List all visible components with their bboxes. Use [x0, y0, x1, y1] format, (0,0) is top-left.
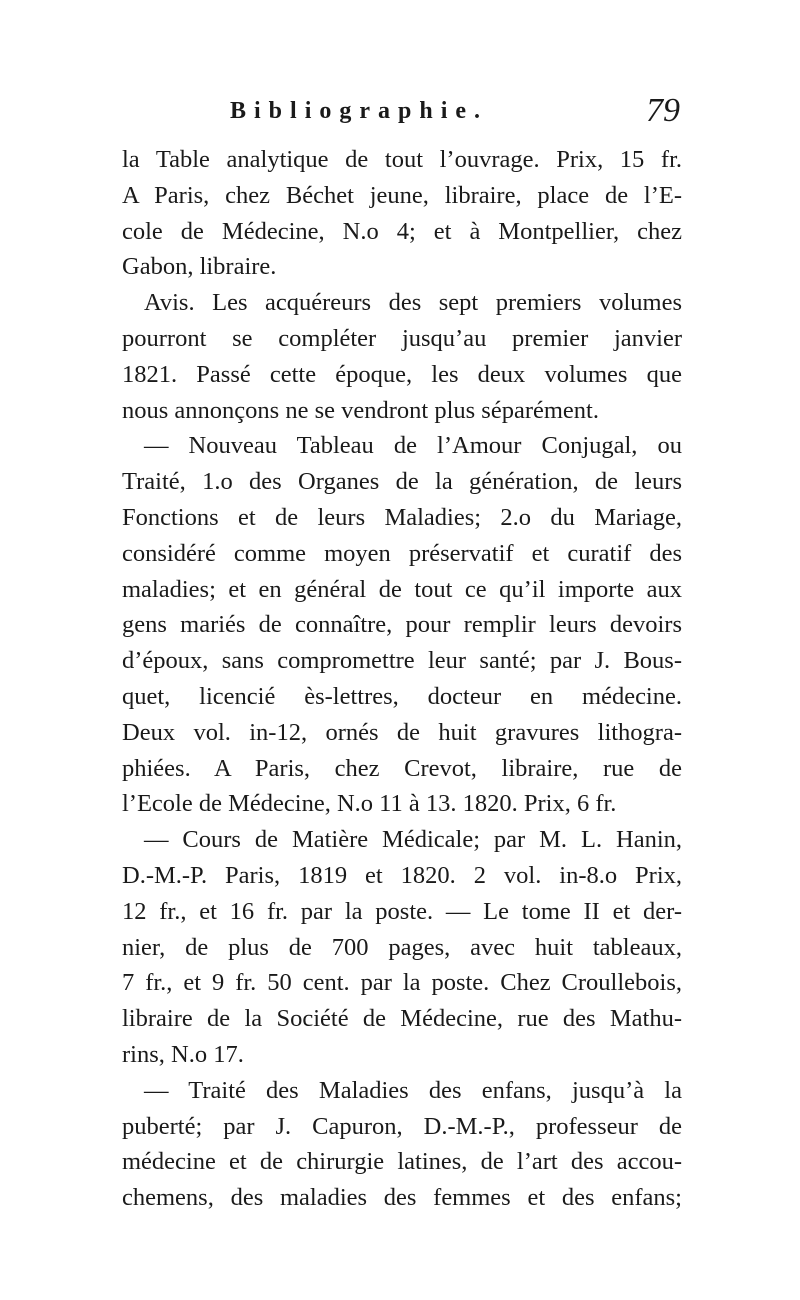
text-line: Fonctions et de leurs Maladies; 2.o du Mariage,: [122, 503, 682, 531]
text-line: cole de Médecine, N.o 4; et à Montpellier, chez: [122, 217, 682, 245]
text-line: Deux vol. in-12, ornés de huit gravures lithogra-: [122, 718, 682, 746]
text-line: maladies; et en général de tout ce qu’il importe aux: [122, 575, 682, 603]
text-line: d’époux, sans compromettre leur santé; par J. Bous-: [122, 647, 682, 675]
text-line: la Table analytique de tout l’ouvrage. Prix, 15 fr.: [122, 146, 682, 173]
text-line: Traité, 1.o des Organes de la génération, de leurs: [122, 468, 682, 496]
text-line: 12 fr., et 16 fr. par la poste. — Le tome II et der-: [122, 897, 682, 925]
text-line: — Traité des Maladies des enfans, jusqu’à la: [144, 1076, 682, 1104]
text-line: D.-M.-P. Paris, 1819 et 1820. 2 vol. in-8.o Prix,: [122, 861, 682, 889]
text-line: puberté; par J. Capuron, D.-M.-P., professeur de: [122, 1112, 682, 1140]
text-line: nous annonçons ne se vendront plus séparément.: [122, 396, 599, 424]
text-line: pourront se compléter jusqu’au premier janvier: [122, 324, 682, 352]
text-line: gens mariés de connaître, pour remplir leurs devoirs: [122, 611, 682, 639]
running-title: Bibliographie.: [230, 98, 489, 124]
text-line: l’Ecole de Médecine, N.o 11 à 13. 1820. Prix, 6 fr.: [122, 790, 617, 818]
text-line: chemens, des maladies des femmes et des enfans;: [122, 1184, 682, 1212]
text-line: A Paris, chez Béchet jeune, libraire, place de l’E-: [122, 181, 682, 209]
page-header: [120, 92, 680, 136]
text-line: nier, de plus de 700 pages, avec huit tableaux,: [122, 933, 682, 961]
page-number: 79: [646, 92, 680, 129]
text-line: considéré comme moyen préservatif et curatif des: [122, 539, 682, 567]
text-line: Avis. Les acquéreurs des sept premiers volumes: [144, 289, 682, 317]
text-line: libraire de la Société de Médecine, rue des Mathu-: [122, 1005, 682, 1033]
text-line: phiées. A Paris, chez Crevot, libraire, rue de: [122, 754, 682, 782]
body-text: [122, 142, 682, 1216]
text-line: Gabon, libraire.: [122, 253, 277, 281]
text-line: — Cours de Matière Médicale; par M. L. Hanin,: [144, 826, 682, 854]
text-line: rins, N.o 17.: [122, 1040, 244, 1068]
text-line: médecine et de chirurgie latines, de l’art des accou-: [122, 1148, 682, 1176]
text-line: — Nouveau Tableau de l’Amour Conjugal, ou: [144, 432, 682, 460]
text-line: 1821. Passé cette époque, les deux volumes que: [122, 360, 682, 388]
text-line: 7 fr., et 9 fr. 50 cent. par la poste. Chez Croullebois,: [122, 969, 682, 997]
text-line: quet, licencié ès-lettres, docteur en médecine.: [122, 682, 682, 710]
